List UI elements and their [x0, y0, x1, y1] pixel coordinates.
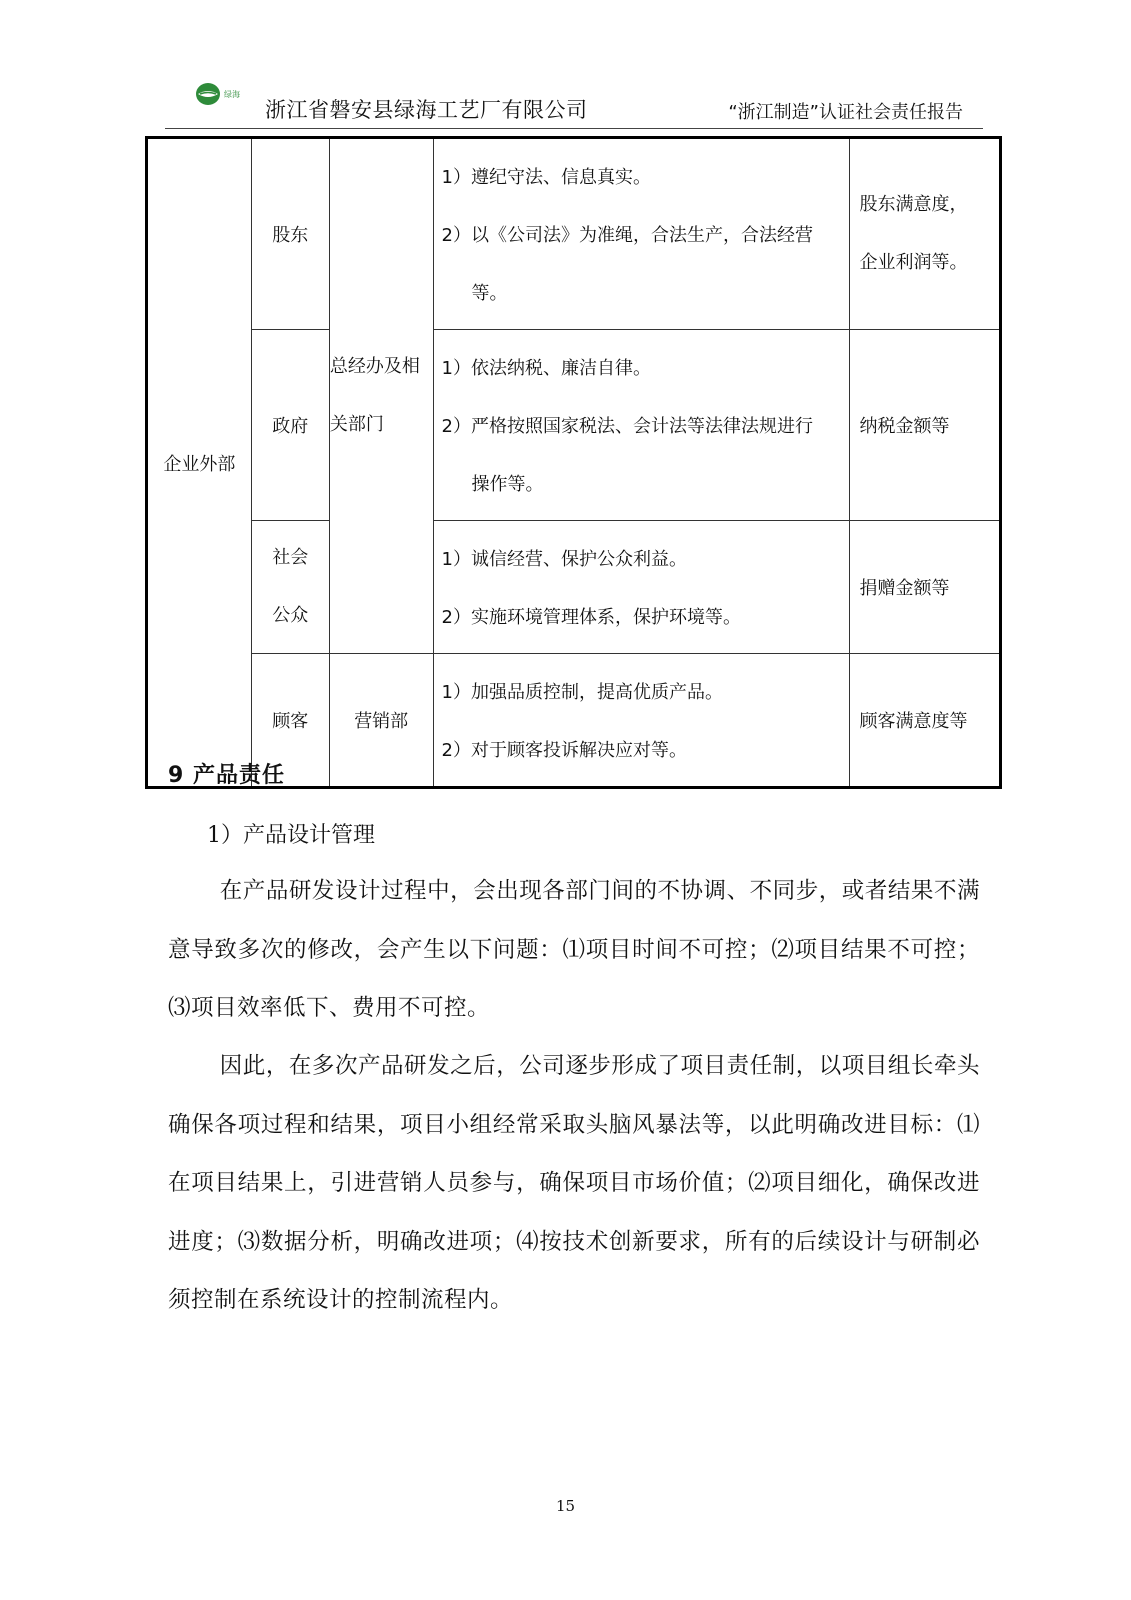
section-subtitle: 1）产品设计管理 [207, 823, 375, 848]
indicator-line: 捐赠金额等 [859, 578, 950, 599]
indicator-cell [849, 521, 1000, 654]
requirement-line: 1）诚信经营、保护公众利益。 [441, 549, 687, 570]
indicator-line: 股东满意度， [859, 194, 968, 215]
indicator-line: 顾客满意度等 [859, 711, 968, 732]
company-name: 浙江省磐安县绿海工艺厂有限公司 [265, 98, 588, 122]
group-cell [147, 138, 252, 788]
requirement-cell [433, 330, 849, 521]
requirement-line: 操作等。 [471, 474, 544, 495]
requirement-line: 1）依法纳税、廉洁自律。 [441, 358, 651, 379]
indicator-cell [849, 330, 1000, 521]
indicator-cell [849, 654, 1000, 788]
table-row [147, 330, 1001, 521]
dept-line: 营销部 [354, 711, 409, 732]
table-row [147, 521, 1001, 654]
stakeholder-label: 社会 [272, 547, 309, 568]
requirement-line: 2）对于顾客投诉解决应对等。 [441, 740, 687, 761]
requirement-line: 1）遵纪守法、信息真实。 [441, 167, 651, 188]
stakeholder-label: 公众 [272, 605, 309, 626]
stakeholder-label: 股东 [272, 225, 309, 246]
requirement-line: 2）严格按照国家税法、会计法等法律法规进行 [441, 416, 813, 437]
requirement-line: 2）实施环境管理体系，保护环境等。 [441, 607, 741, 628]
dept-line: 总经办及相 [329, 356, 420, 377]
stakeholder-table [145, 136, 1002, 789]
requirement-cell [433, 138, 849, 330]
paragraph: 在产品研发设计过程中，会出现各部门间的不协调、不同步，或者结果不满意导致多次的修改，会产生以下问题：⑴项目时间不可控；⑵项目结果不可控；⑶项目效率低下、费用不可控。 [168, 878, 980, 1021]
requirement-line: 等。 [471, 283, 508, 304]
stakeholder-label: 政府 [272, 416, 309, 437]
header-divider [165, 128, 983, 129]
page-number: 15 [555, 1497, 576, 1515]
dept-cell [329, 138, 433, 654]
indicator-line: 纳税金额等 [859, 416, 950, 437]
stakeholder-cell [251, 330, 329, 521]
requirement-line: 2）以《公司法》为准绳，合法生产，合法经营 [441, 225, 813, 246]
group-label: 企业外部 [163, 453, 236, 475]
indicator-cell [849, 138, 1000, 330]
section-title: 9 产品责任 [168, 763, 285, 788]
dept-cell [329, 654, 433, 788]
report-title: “浙江制造”认证社会责任报告 [728, 102, 963, 123]
requirement-cell [433, 521, 849, 654]
page-header [165, 66, 983, 130]
requirement-line: 1）加强品质控制，提高优质产品。 [441, 682, 723, 703]
requirement-cell [433, 654, 849, 788]
paragraph: 因此，在多次产品研发之后，公司逐步形成了项目责任制，以项目组长牵头确保各项过程和结果，项目小组经常采取头脑风暴法等，以此明确改进目标：⑴在项目结果上，引进营销人员参与，确保项目市场价值；⑵项目细化，确保改进进度；⑶数据分析，明确改进项；⑷按技术创新要求，所有的后续设计与研制必须控制在系统设计的控制流程内。 [168, 1053, 980, 1313]
stakeholder-cell [251, 138, 329, 330]
stakeholder-cell [251, 521, 329, 654]
company-logo [195, 79, 255, 109]
dept-line: 关部门 [329, 414, 384, 435]
stakeholder-label: 顾客 [272, 711, 309, 732]
table-row [147, 138, 1001, 330]
indicator-line: 企业利润等。 [859, 252, 968, 273]
logo-text: 绿海 [224, 90, 240, 99]
